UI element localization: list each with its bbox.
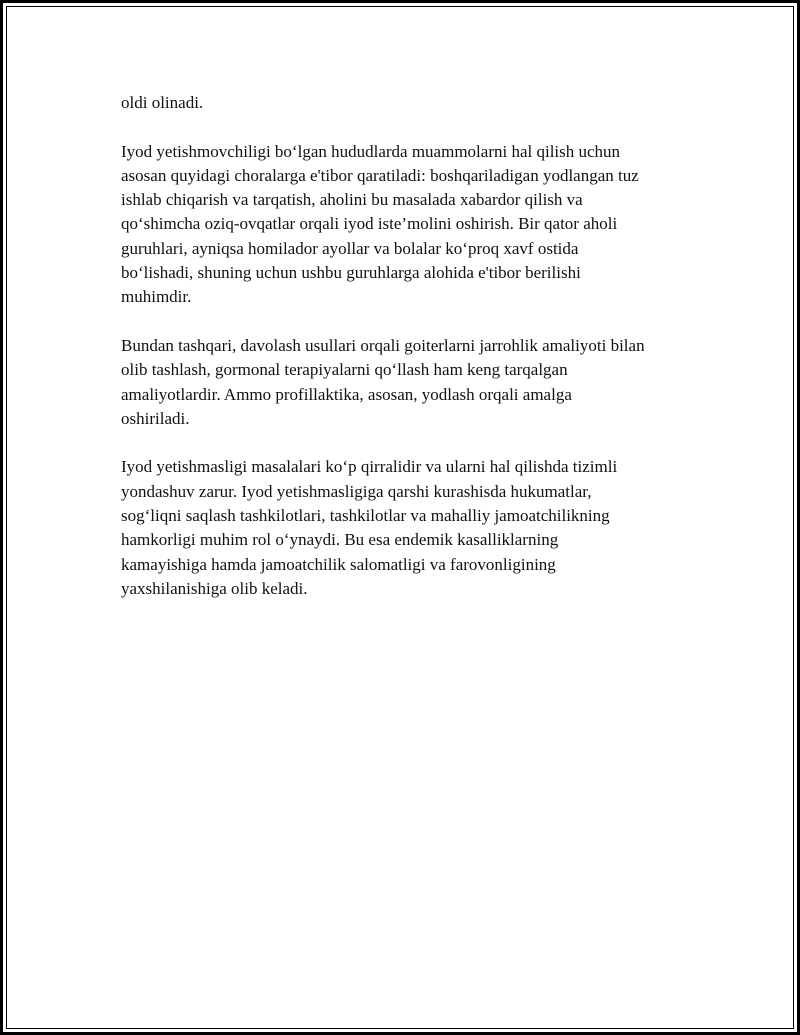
paragraph-treatment: Bundan tashqari, davolash usullari orqali goiterlarni jarrohlik amaliyoti bilan olib tashlash, gormonal terapiyalarni qo‘llash ham keng tarqalgan amaliyotlardir. Ammo profillaktika, asosan, yodlash orqali amalga oshiriladi.: [121, 335, 645, 428]
paragraph-iodine-measures: Iyod yetishmovchiligi bo‘lgan hududlarda muammolarni hal qilish uchun asosan quyidagi choralarga e'tibor qaratiladi: boshqariladigan yodlangan tuz ishlab chiqarish va tarqatish, aholini bu masalada xabardor qilish va qo‘shimcha oziq-ovqatlar orqali iyod iste’molini oshirish. Bir qator aholi guruhlari, ayniqsa homilador ayollar va bolalar ko‘proq xavf ostida bo‘lishadi, shuning uchun ushbu guruhlarga alohida e'tibor berilishi muhimdir.: [121, 141, 639, 307]
document-body: [121, 91, 701, 626]
paragraph-continuation: oldi olinadi.: [121, 93, 204, 112]
paragraph-systemic-approach: Iyod yetishmasligi masalalari ko‘p qirralidir va ularni hal qilishda tizimli yondashuv zarur. Iyod yetishmasligiga qarshi kurashisda hukumatlar, sog‘liqni saqlash tashkilotlari, tashkilotlar va mahalliy jamoatchilikning hamkorligi muhim rol o‘ynaydi. Bu esa endemik kasalliklarning kamayishiga hamda jamoatchilik salomatligi va farovonligining yaxshilanishiga olib keladi.: [121, 457, 618, 598]
